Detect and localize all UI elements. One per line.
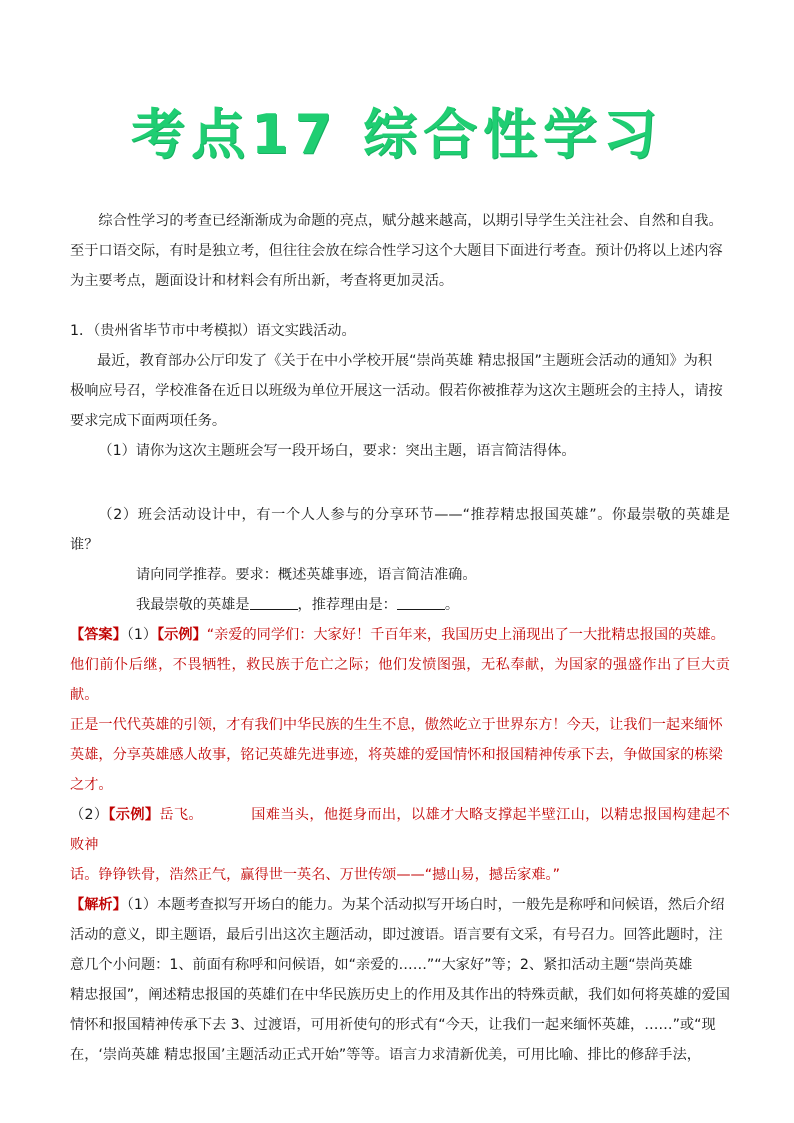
analysis-line-3: 意几个小问题：1、前面有称呼和问候语，如“亲爱的……”“大家好”等；2、紧扣活动主题“崇尚英雄 <box>70 957 693 973</box>
question-background-line-3: 要求完成下面两项任务。 <box>70 413 227 429</box>
question-background-line-2: 极响应号召，学校准备在近日以班级为单位开展这一活动。假若你被推荐为这次主题班会的主持人，请按 <box>70 383 723 399</box>
answer-part1-line-4: 英雄，分享英雄感人故事，铭记英雄先进事迹，将英雄的爱国情怀和报国精神传承下去，争做国家的栋梁 <box>70 747 723 763</box>
question-background-line-1: 最近，教育部办公厅印发了《关于在中小学校开展“崇尚英雄 精忠报国”主题班会活动的通知》为积 <box>96 353 713 369</box>
task-2-fill-line <box>70 590 730 620</box>
spacer <box>70 296 730 316</box>
analysis-text-1: （1）本题考查拟写开场白的能力。为某个活动拟写开场白时，一般先是称呼和问候语，然后介绍 <box>126 897 725 913</box>
answer-part1-line-3: 正是一代代英雄的引领，才有我们中华民族的生生不息，傲然屹立于世界东方！今天，让我们一起来缅怀 <box>70 717 723 733</box>
analysis-line-5: 情怀和报国精神传承下去 3、过渡语，可用祈使句的形式有“今天，让我们一起来缅怀英雄，……”或“现 <box>70 1017 716 1033</box>
page-title: 考点17 综合性学习 <box>131 103 663 166</box>
answer-label: 【答案】 <box>70 627 127 643</box>
analysis-line-1 <box>70 890 730 920</box>
answer-part1-line-2: 他们前仆后继，不畏牺牲，救民族于危亡之际；他们发愤图强，无私奉献，为国家的强盛作出了巨大贡献。 <box>70 657 730 703</box>
analysis-line-6: 在，‘崇尚英雄 精忠报国’主题活动正式开始”等等。语言力求清新优美，可用比喻、排比的修辞手法， <box>70 1047 701 1063</box>
fill-text-a: 我最崇敬的英雄是 <box>136 597 250 613</box>
answer-part2-line-1 <box>70 800 730 860</box>
analysis-line-2: 活动的意义，即主题语，最后引出这次主题活动，即过渡语。语言要有文采，有号召力。回答此题时，注 <box>70 927 723 943</box>
document-body <box>70 206 730 1070</box>
fill-text-c: 。 <box>444 597 460 613</box>
answer-part1-line-5: 之才。 <box>70 777 113 793</box>
answer-part2-hero: 岳飞。 <box>159 807 203 823</box>
fill-blank-hero[interactable] <box>250 593 298 610</box>
question-header: 1．（贵州省毕节市中考模拟）语文实践活动。 <box>70 323 356 339</box>
answer-space <box>70 466 730 500</box>
intro-line-3: 为主要考点，题面设计和材料会有所出新，考查将更加灵活。 <box>70 273 454 289</box>
analysis-line-4: 精忠报国”，阐述精忠报国的英雄们在中华民族历史上的作用及其作出的特殊贡献，我们如何将英雄的爱国 <box>70 987 730 1003</box>
fill-text-b: ，推荐理由是： <box>297 597 397 613</box>
answer-part2-prefix: （2） <box>70 807 109 823</box>
answer-part1-prefix: （1） <box>126 627 158 643</box>
task-1: （1）请你为这次主题班会写一段开场白，要求：突出主题，语言简洁得体。 <box>98 443 576 459</box>
fill-blank-reason[interactable] <box>397 593 445 610</box>
task-2: （2）班会活动设计中，有一个人人参与的分享环节——“推荐精忠报国英雄”。你最崇敬的英雄是谁？ <box>70 507 730 553</box>
answer-part1-line-1: “亲爱的同学们：大家好！千百年来，我国历史上涌现出了一大批精忠报国的英雄。 <box>206 627 725 643</box>
answer-part2-line-2: 话。铮铮铁骨，浩然正气，赢得世一英名、万世传颂——“撼山易，撼岳家难。” <box>70 867 560 883</box>
answer-example-label: 【示例】 <box>157 627 207 643</box>
answer-part2-example-label: 【示例】 <box>108 807 160 823</box>
answer-line-1 <box>70 620 730 650</box>
analysis-label: 【解析】 <box>70 897 127 913</box>
task-2-requirement: 请向同学推荐。要求：概述英雄事迹，语言简洁准确。 <box>136 567 477 583</box>
intro-line-2: 至于口语交际，有时是独立考，但往往会放在综合性学习这个大题目下面进行考查。预计仍将以上述内容 <box>70 243 723 259</box>
answer-part2-text-1: 国难当头，他挺身而出，以雄才大略支撑起半壁江山，以精忠报国构建起不败神 <box>70 807 730 853</box>
intro-line-1: 综合性学习的考查已经渐渐成为命题的亮点，赋分越来越高，以期引导学生关注社会、自然和自我。 <box>98 213 723 229</box>
